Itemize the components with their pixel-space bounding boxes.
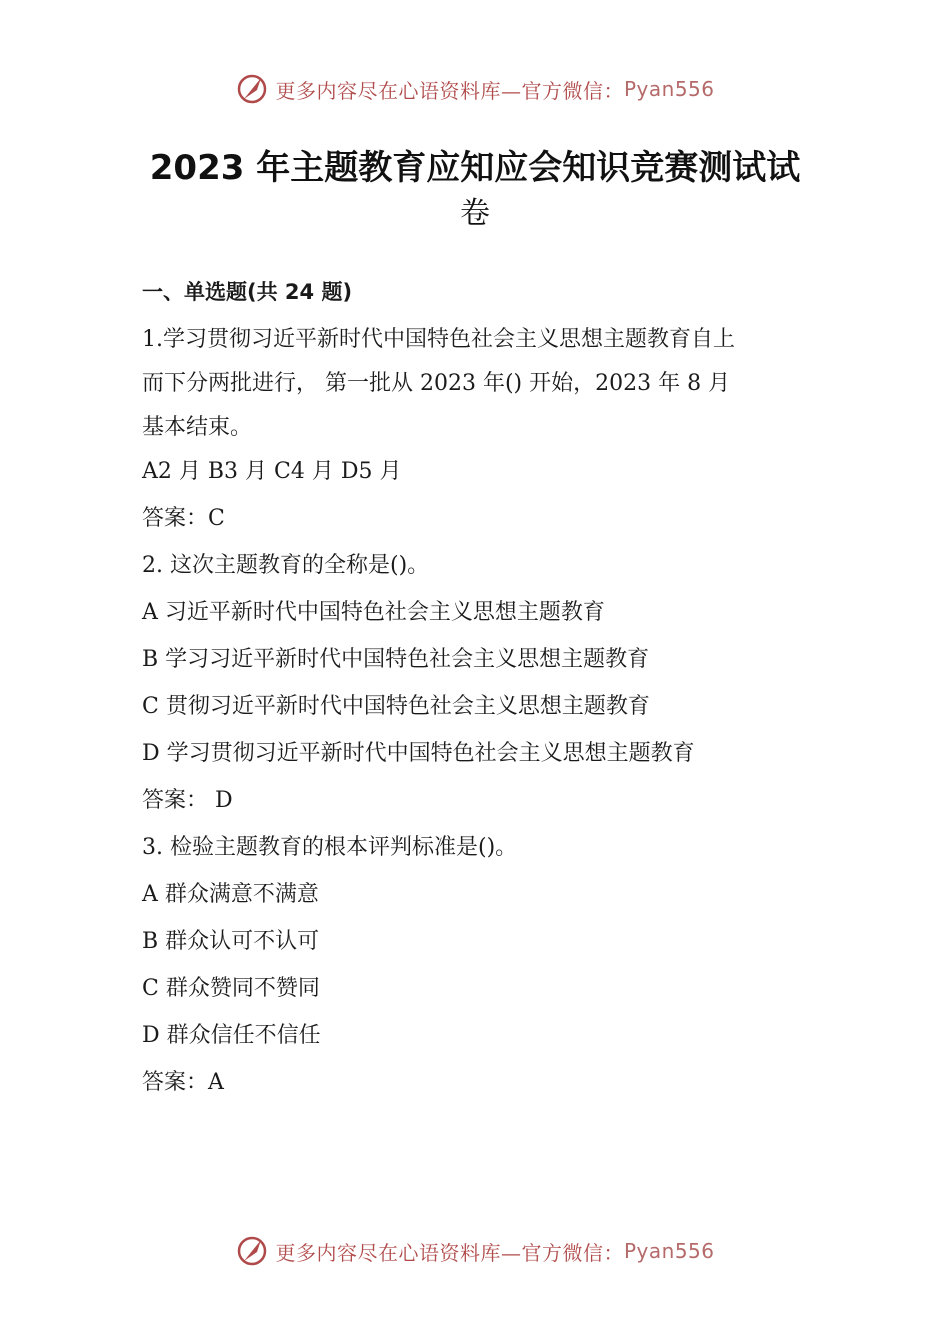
document-title-continued: 卷 bbox=[460, 196, 490, 231]
question-3-option-a: A 群众满意不满意 bbox=[142, 882, 319, 907]
question-2-option-b: B 学习习近平新时代中国特色社会主义思想主题教育 bbox=[142, 647, 650, 672]
quill-logo-icon bbox=[235, 72, 269, 106]
quill-logo-icon bbox=[235, 1234, 269, 1268]
question-2-answer: 答案： D bbox=[142, 788, 233, 813]
question-2-option-c: C 贯彻习近平新时代中国特色社会主义思想主题教育 bbox=[142, 694, 650, 719]
question-3-stem: 3. 检验主题教育的根本评判标准是()。 bbox=[142, 835, 518, 860]
question-1-answer: 答案：C bbox=[142, 506, 225, 531]
watermark-handle: Pyan556 bbox=[623, 77, 715, 101]
document-body bbox=[142, 270, 802, 1108]
watermark-footer bbox=[0, 1234, 950, 1268]
question-2-option-d: D 学习贯彻习近平新时代中国特色社会主义思想主题教育 bbox=[142, 741, 695, 766]
watermark-handle: Pyan556 bbox=[623, 1239, 715, 1263]
question-1-stem-line: 1.学习贯彻习近平新时代中国特色社会主义思想主题教育自上 bbox=[142, 327, 735, 352]
question-3-option-b: B 群众认可不认可 bbox=[142, 929, 320, 954]
question-3-option-c: C 群众赞同不赞同 bbox=[142, 976, 320, 1001]
watermark-text: 更多内容尽在心语资料库—官方微信： bbox=[275, 78, 624, 103]
document-title: 2023 年主题教育应知应会知识竞赛测试试 bbox=[149, 148, 801, 188]
question-1-stem-line: 基本结束。 bbox=[142, 415, 253, 440]
question-2-option-a: A 习近平新时代中国特色社会主义思想主题教育 bbox=[142, 600, 605, 625]
question-1-stem bbox=[142, 318, 802, 450]
question-1-stem-line: 而下分两批进行， 第一批从 2023 年() 开始，2023 年 8 月 bbox=[142, 371, 731, 396]
question-1-options: A2 月 B3 月 C4 月 D5 月 bbox=[142, 459, 402, 484]
watermark-header bbox=[0, 72, 950, 106]
watermark-text: 更多内容尽在心语资料库—官方微信： bbox=[275, 1240, 624, 1265]
question-3-option-d: D 群众信任不信任 bbox=[142, 1023, 321, 1048]
question-2-stem: 2. 这次主题教育的全称是()。 bbox=[142, 553, 430, 578]
section-heading: 一、单选题(共 24 题) bbox=[142, 280, 353, 304]
question-3-answer: 答案：A bbox=[142, 1070, 224, 1095]
